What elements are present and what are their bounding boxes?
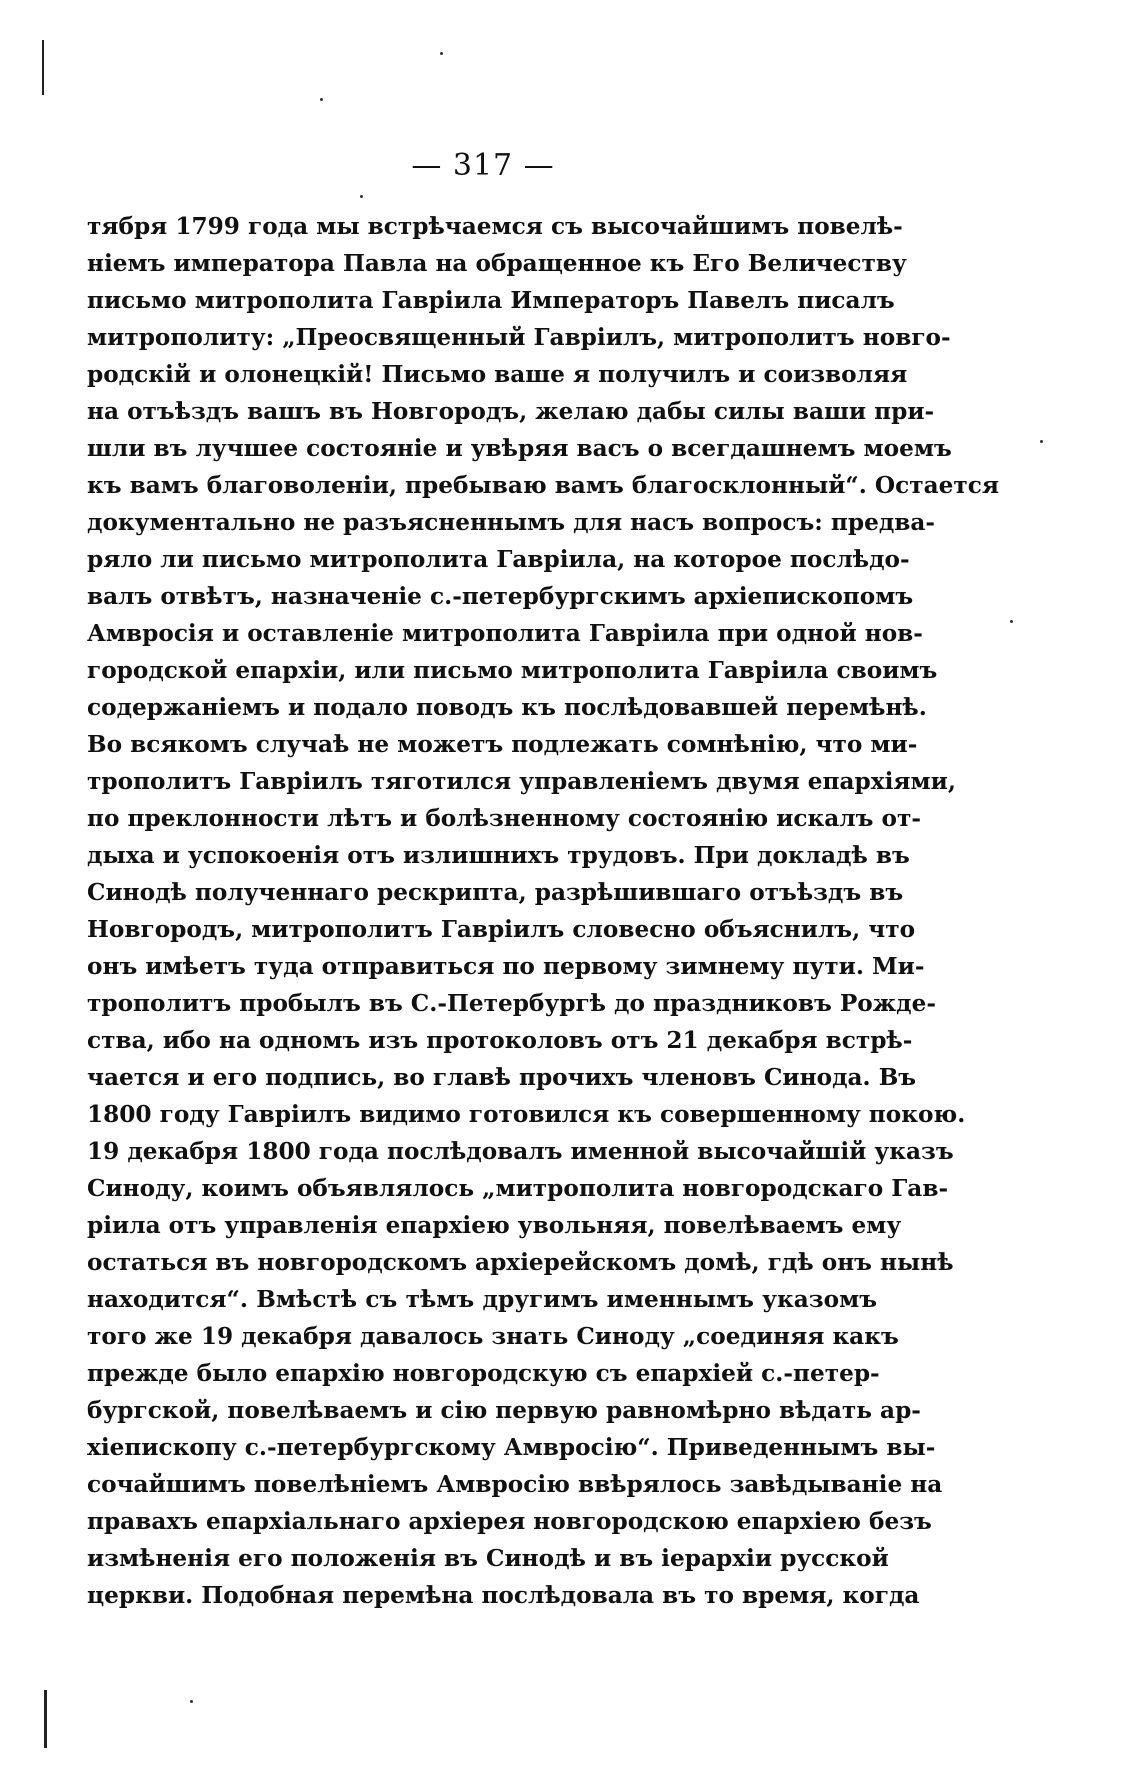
page-speck [1010,620,1013,623]
text-line: Амвросія и оставленіе митрополита Гавріила при одной нов- [87,620,923,647]
text-line: трополитъ Гавріилъ тяготился управленіемъ двумя епархіями, [87,768,956,795]
text-line: валъ отвѣтъ, назначеніе с.-петербургскимъ архіепископомъ [87,583,914,610]
text-line: остаться въ новгородскомъ архіерейскомъ домѣ, гдѣ онъ нынѣ [87,1249,954,1276]
text-line: дыха и успокоенія отъ излишнихъ трудовъ. При докладѣ въ [87,842,910,869]
text-line: родскій и олонецкій! Письмо ваше я получилъ и соизволяя [87,361,908,388]
text-line: бургской, повелѣваемъ и сію первую равномѣрно вѣдать ар- [87,1397,921,1424]
page-speck [360,195,363,198]
text-line: хіепископу с.-петербургскому Амвросію“. Приведеннымъ вы- [87,1434,936,1461]
text-line: онъ имѣетъ туда отправиться по первому зимнему пути. Ми- [87,953,925,980]
left-margin-mark-bottom [44,1690,47,1748]
page-number: — 317 — [411,148,555,183]
text-line: 19 декабря 1800 года послѣдовалъ именной высочайшій указъ [87,1138,954,1165]
text-line: городской епархіи, или письмо митрополита Гавріила своимъ [87,657,938,684]
text-line: сочайшимъ повелѣніемъ Амвросію ввѣрялось завѣдываніе на [87,1471,943,1498]
text-line: Новгородъ, митрополитъ Гавріилъ словесно объяснилъ, что [87,916,916,943]
text-line: измѣненія его положенія въ Синодѣ и въ іерархіи русской [87,1545,889,1572]
text-line: къ вамъ благоволеніи, пребываю вамъ благосклонный“. Остается [87,472,999,499]
page-speck [440,52,443,55]
text-line: того же 19 декабря давалось знать Синоду „соединяя какъ [87,1323,899,1350]
text-line: Во всякомъ случаѣ не можетъ подлежать сомнѣнію, что ми- [87,731,918,758]
text-line: 1800 году Гавріилъ видимо готовился къ совершенному покою. [87,1101,966,1128]
text-line: ріила отъ управленія епархіею увольняя, повелѣваемъ ему [87,1212,902,1239]
text-line: шли въ лучшее состояніе и увѣряя васъ о всегдашнемъ моемъ [87,435,952,462]
text-line: церкви. Подобная перемѣна послѣдовала въ то время, когда [87,1582,920,1609]
text-line: Синодѣ полученнаго рескрипта, разрѣшившаго отъѣздъ въ [87,879,904,906]
left-margin-mark-top [42,40,44,95]
text-line: митрополиту: „Преосвященный Гавріилъ, митрополитъ новго- [87,324,951,351]
text-line: Синоду, коимъ объявлялось „митрополита новгородскаго Гав- [87,1175,949,1202]
text-line: находится“. Вмѣстѣ съ тѣмъ другимъ именнымъ указомъ [87,1286,877,1313]
text-line: ніемъ императора Павла на обращенное къ Его Величеству [87,250,907,277]
page-speck [1040,440,1043,443]
body-text [87,208,999,1614]
text-line: документально не разъясненнымъ для насъ вопросъ: предва- [87,509,936,536]
text-line: содержаніемъ и подало поводъ къ послѣдовавшей перемѣнѣ. [87,694,927,721]
text-line: ства, ибо на одномъ изъ протоколовъ отъ 21 декабря встрѣ- [87,1027,913,1054]
text-line: на отъѣздъ вашъ въ Новгородъ, желаю дабы силы ваши при- [87,398,935,425]
text-line: по преклонности лѣтъ и болѣзненному состоянію искалъ от- [87,805,921,832]
page-speck [190,1700,193,1703]
text-line: правахъ епархіальнаго архіерея новгородскою епархіею безъ [87,1508,932,1535]
text-line: тября 1799 года мы встрѣчаемся съ высочайшимъ повелѣ- [87,213,903,240]
text-line: чается и его подпись, во главѣ прочихъ членовъ Синода. Въ [87,1064,917,1091]
page-speck [320,98,323,101]
text-line: письмо митрополита Гавріила Императоръ Павелъ писалъ [87,287,895,314]
text-line: прежде было епархію новгородскую съ епархіей с.-петер- [87,1360,880,1387]
text-line: ряло ли письмо митрополита Гавріила, на которое послѣдо- [87,546,910,573]
text-line: трополитъ пробылъ въ С.-Петербургѣ до праздниковъ Рожде- [87,990,936,1017]
